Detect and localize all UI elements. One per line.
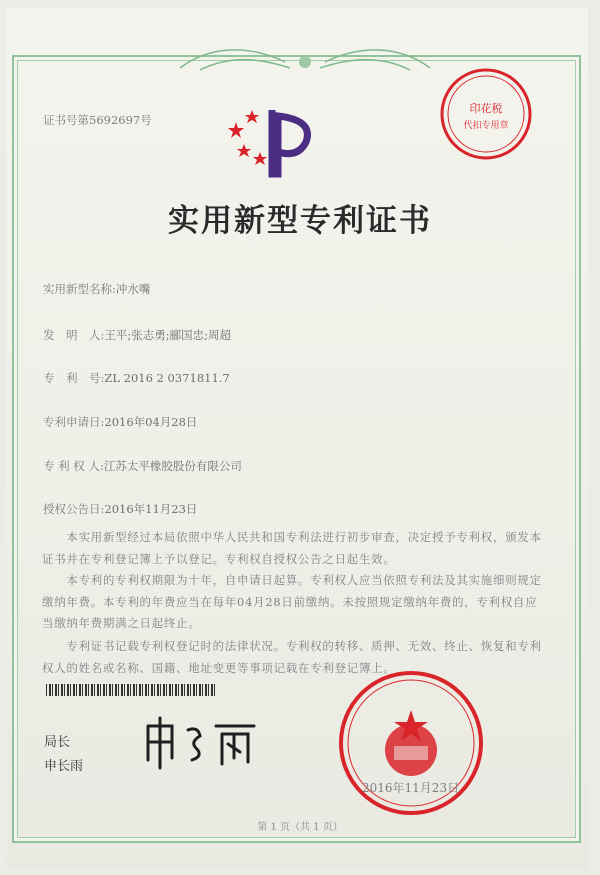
field-patent-no-value: ZL 2016 2 0371811.7 [104,371,230,385]
certificate-number: 证书号第5692697号 [43,113,152,127]
field-filing-date [43,414,197,430]
svg-text:代扣专用章: 代扣专用章 [463,121,509,131]
field-patent-no-label: 专 利 号: [43,371,105,385]
field-patentee-label: 专 利 权 人: [43,459,104,473]
paragraph-2: 本专利的专利权期限为十年，自申请日起算。专利权人应当依照专利法及其实施细则规定缴纳年费。本专利的年费应当在每年04月28日前缴纳。未按照规定缴纳年费的，专利权自应当缴纳年费期满之日起终止。 [42,573,542,630]
field-patentee-value: 江苏太平橡胶股份有限公司 [103,459,242,473]
handwritten-signature [140,712,260,772]
field-inventors-value: 王平;张志勇;郦国忠;周超 [104,328,231,342]
signature-labels [44,731,83,779]
field-name [43,281,150,297]
field-patentee [43,458,242,474]
barcode [46,684,216,696]
top-ornament-icon [170,40,440,76]
field-inventors-label: 发 明 人: [43,328,105,342]
signatory-name: 申长雨 [44,759,84,774]
field-grant-date-value: 2016年11月23日 [104,502,198,516]
patent-office-logo-icon [222,100,322,180]
paragraph-1: 本实用新型经过本局依照中华人民共和国专利法进行初步审查，决定授予专利权，颁发本证书并在专利登记簿上予以登记。专利权自授权公告之日起生效。 [42,530,542,566]
field-inventors [43,327,231,343]
page-footer: 第 1 页（共 1 页） [257,822,343,833]
tax-stamp-seal [438,66,534,162]
field-filing-date-value: 2016年04月28日 [104,415,198,429]
signatory-title: 局长 [44,735,71,750]
field-name-label: 实用新型名称: [43,282,116,296]
field-grant-date [43,501,197,517]
field-grant-date-label: 授权公告日: [43,502,105,516]
field-filing-date-label: 专利申请日: [43,415,105,429]
document-title: 实用新型专利证书 [168,203,432,239]
issue-date: 2016年11月23日 [362,781,460,795]
svg-text:印花税: 印花税 [469,102,503,115]
field-name-value: 冲水嘴 [115,282,151,296]
field-patent-no [43,370,230,386]
paragraph-3: 专利证书记载专利权登记时的法律状况。专利权的转移、质押、无效、终止、恢复和专利权人的姓名或名称、国籍、地址变更等事项记载在专利登记簿上。 [42,639,542,675]
